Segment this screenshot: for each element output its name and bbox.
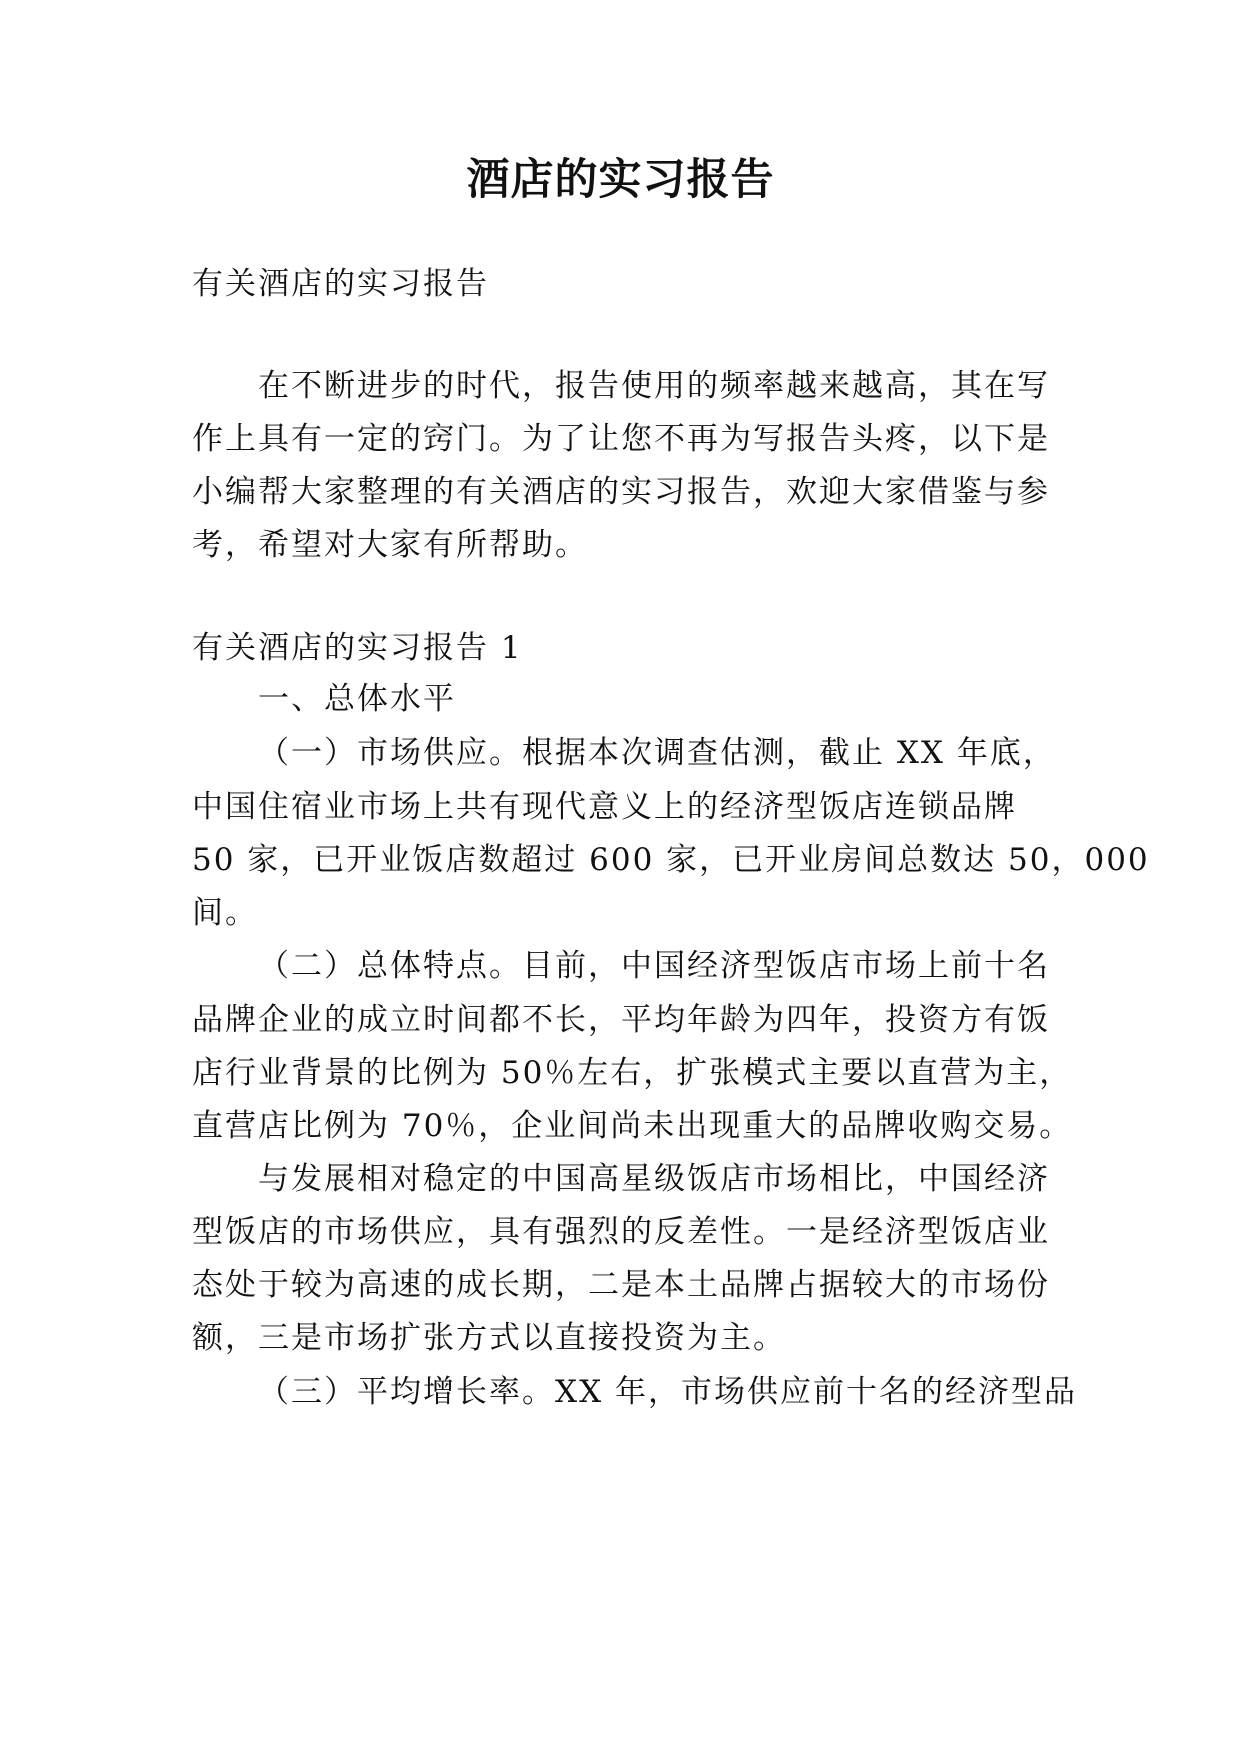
paragraph-line: 直营店比例为 70％，企业间尚未出现重大的品牌收购交易。: [192, 1108, 1073, 1144]
intro-line: 作上具有一定的窍门。为了让您不再为写报告头疼，以下是: [192, 421, 1050, 457]
paragraph-line: 型饭店的市场供应，具有强烈的反差性。一是经济型饭店业: [192, 1214, 1050, 1250]
paragraph-line: （三）平均增长率。XX 年，市场供应前十名的经济型品: [258, 1374, 1077, 1410]
paragraph-line: 与发展相对稳定的中国高星级饭店市场相比，中国经济: [258, 1161, 1050, 1197]
intro-line: 考，希望对大家有所帮助。: [192, 527, 588, 563]
paragraph-line: 50 家，已开业饭店数超过 600 家，已开业房间总数达 50，000: [192, 842, 1150, 878]
intro-line: 在不断进步的时代，报告使用的频率越来越高，其在写: [258, 368, 1050, 404]
paragraph-line: 品牌企业的成立时间都不长，平均年龄为四年，投资方有饭: [192, 1002, 1050, 1038]
paragraph-line: 间。: [192, 895, 258, 931]
document-title: 酒店的实习报告: [466, 155, 775, 205]
paragraph-line: （二）总体特点。目前，中国经济型饭店市场上前十名: [258, 948, 1050, 984]
paragraph-line: 中国住宿业市场上共有现代意义上的经济型饭店连锁品牌: [192, 789, 1017, 825]
paragraph-line: 额，三是市场扩张方式以直接投资为主。: [192, 1320, 786, 1356]
paragraph-line: （一）市场供应。根据本次调查估测，截止 XX 年底，: [258, 735, 1056, 771]
document-subtitle: 有关酒店的实习报告: [192, 266, 489, 302]
report-heading: 有关酒店的实习报告 1: [192, 630, 523, 666]
paragraph-line: 店行业背景的比例为 50％左右，扩张模式主要以直营为主，: [192, 1055, 1073, 1091]
section-heading: 一、总体水平: [258, 681, 456, 717]
intro-line: 小编帮大家整理的有关酒店的实习报告，欢迎大家借鉴与参: [192, 474, 1050, 510]
paragraph-line: 态处于较为高速的成长期，二是本土品牌占据较大的市场份: [192, 1267, 1050, 1303]
